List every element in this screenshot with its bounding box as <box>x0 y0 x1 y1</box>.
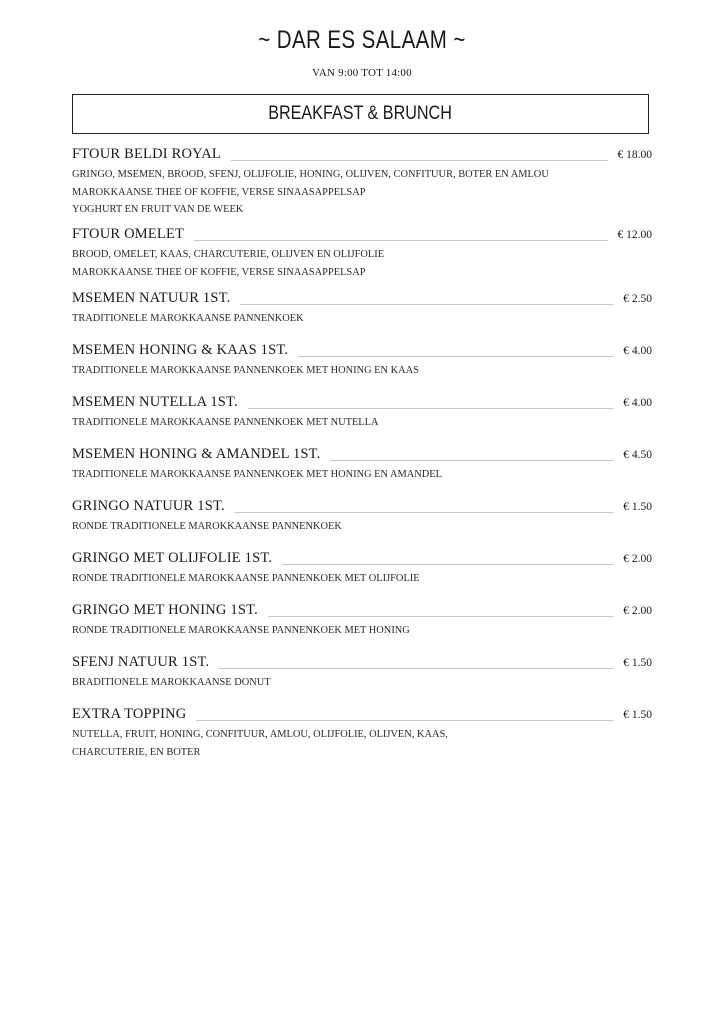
menu-item-price: € 4.00 <box>623 345 652 357</box>
leader-line <box>240 304 613 305</box>
menu-item-description: BRADITIONELE MAROKKAANSE DONUT <box>72 677 271 688</box>
menu-item-description: BROOD, OMELET, KAAS, CHARCUTERIE, OLIJVEN EN OLIJFOLIE <box>72 249 385 260</box>
menu-item-description: TRADITIONELE MAROKKAANSE PANNENKOEK <box>72 313 304 324</box>
menu-item-price: € 2.00 <box>623 605 652 617</box>
menu-item-price: € 1.50 <box>623 709 652 721</box>
leader-line <box>298 356 613 357</box>
restaurant-title: ~ DAR ES SALAAM ~ <box>258 26 466 54</box>
menu-item-name: MSEMEN NUTELLA 1ST. <box>72 394 238 410</box>
menu-item <box>72 446 652 484</box>
menu-item-name: MSEMEN HONING & KAAS 1ST. <box>72 342 289 358</box>
menu-item-description: MAROKKAANSE THEE OF KOFFIE, VERSE SINAASAPPELSAP <box>72 186 366 198</box>
menu-item-name: MSEMEN NATUUR 1ST. <box>72 290 231 306</box>
section-title: BREAKFAST & BRUNCH <box>268 103 453 124</box>
menu-item-price: € 4.50 <box>623 449 652 461</box>
menu-item-description: TRADITIONELE MAROKKAANSE PANNENKOEK MET HONING EN KAAS <box>72 365 419 376</box>
menu-item <box>72 654 652 692</box>
menu-item-description: TRADITIONELE MAROKKAANSE PANNENKOEK MET HONING EN AMANDEL <box>72 469 443 480</box>
leader-line <box>330 460 613 461</box>
menu-item-name: FTOUR OMELET <box>72 226 185 242</box>
leader-line <box>231 160 608 161</box>
leader-line <box>235 512 613 513</box>
leader-line <box>248 408 613 409</box>
menu-item <box>72 706 652 761</box>
menu-item-price: € 12.00 <box>617 229 652 241</box>
menu-item <box>72 226 652 281</box>
menu-item <box>72 146 652 219</box>
menu-item-description: YOGHURT EN FRUIT VAN DE WEEK <box>72 204 244 215</box>
menu-item <box>72 342 652 380</box>
leader-line <box>282 564 613 565</box>
menu-item-name: MSEMEN HONING & AMANDEL 1ST. <box>72 446 321 462</box>
menu-item-price: € 18.00 <box>617 149 652 161</box>
section-header <box>72 94 649 134</box>
menu-item <box>72 550 652 588</box>
menu-item-description: TRADITIONELE MAROKKAANSE PANNENKOEK MET NUTELLA <box>72 417 379 428</box>
menu-item-name: GRINGO NATUUR 1ST. <box>72 498 225 514</box>
menu-item-price: € 2.50 <box>623 293 652 305</box>
leader-line <box>268 616 613 617</box>
menu-item-description: RONDE TRADITIONELE MAROKKAANSE PANNENKOEK MET OLIJFOLIE <box>72 573 420 584</box>
menu-item-description: NUTELLA, FRUIT, HONING, CONFITUUR, AMLOU, OLIJFOLIE, OLIJVEN, KAAS, <box>72 729 448 740</box>
menu-item-price: € 1.50 <box>623 657 652 669</box>
menu-item <box>72 498 652 536</box>
menu-item <box>72 290 652 328</box>
menu-item-description: RONDE TRADITIONELE MAROKKAANSE PANNENKOEK <box>72 521 342 532</box>
menu-item-name: GRINGO MET HONING 1ST. <box>72 602 258 618</box>
menu-item-description: MAROKKAANSE THEE OF KOFFIE, VERSE SINAASAPPELSAP <box>72 266 366 278</box>
menu-item-name: EXTRA TOPPING <box>72 706 187 722</box>
menu-item-description: CHARCUTERIE, EN BOTER <box>72 746 201 758</box>
menu-item-name: FTOUR BELDI ROYAL <box>72 146 221 162</box>
leader-line <box>196 720 613 721</box>
menu-item-price: € 1.50 <box>623 501 652 513</box>
menu-item-description: RONDE TRADITIONELE MAROKKAANSE PANNENKOEK MET HONING <box>72 625 410 636</box>
menu-item-price: € 4.00 <box>623 397 652 409</box>
menu-item <box>72 394 652 432</box>
leader-line <box>219 668 613 669</box>
menu-item-name: SFENJ NATUUR 1ST. <box>72 654 210 670</box>
menu-item-name: GRINGO MET OLIJFOLIE 1ST. <box>72 550 273 566</box>
menu-item-price: € 2.00 <box>623 553 652 565</box>
leader-line <box>194 240 607 241</box>
menu-item <box>72 602 652 640</box>
menu-item-description: GRINGO, MSEMEN, BROOD, SFENJ, OLIJFOLIE, HONING, OLIJVEN, CONFITUUR, BOTER EN AMLOU <box>72 169 549 180</box>
opening-hours: VAN 9:00 TOT 14:00 <box>312 67 412 79</box>
